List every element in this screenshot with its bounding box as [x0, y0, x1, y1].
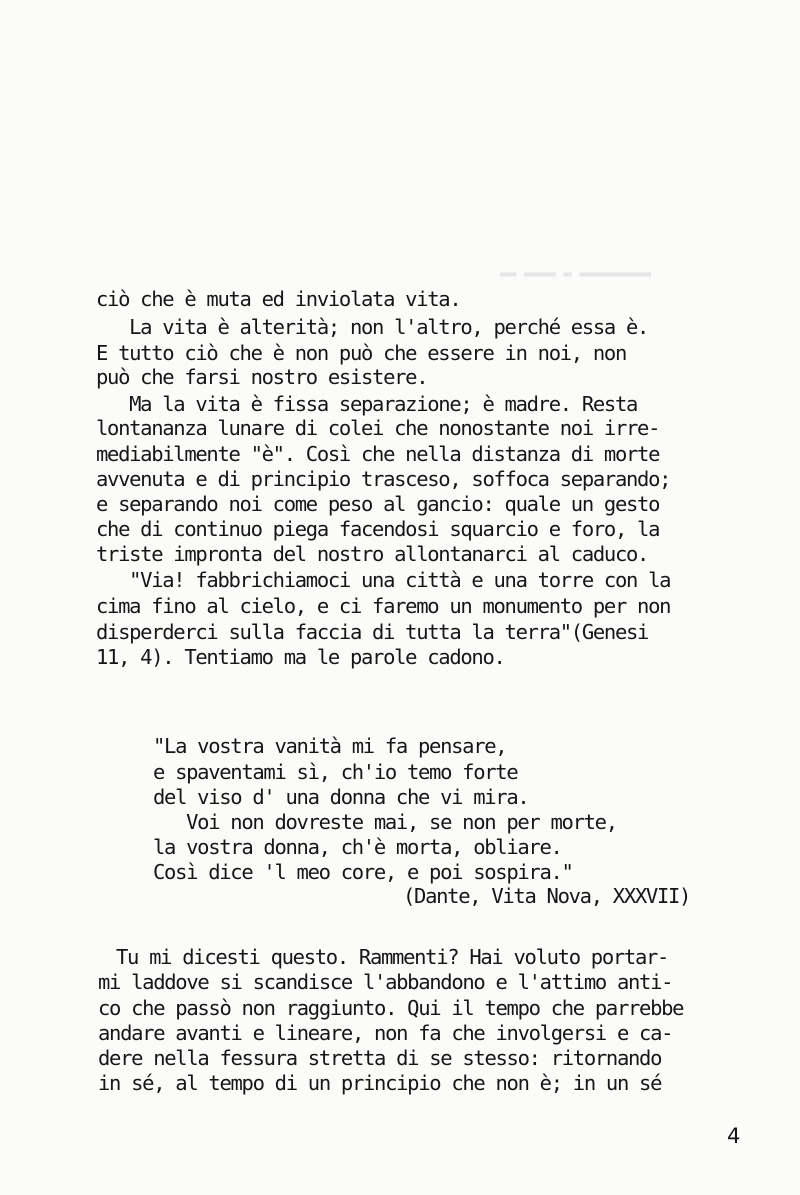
text-line: andare avanti e lineare, non fa che involgersi e ca-	[98, 1021, 673, 1045]
text-line: La vita è alterità; non l'altro, perché essa è.	[96, 315, 649, 339]
text-line: Ma la vita è fissa separazione; è madre. Resta	[96, 392, 638, 416]
text-line: ciò che è muta ed inviolata vita.	[96, 287, 461, 311]
poem-line: "La vostra vanità mi fa pensare,	[153, 734, 507, 758]
text-line: co che passò non raggiunto. Qui il tempo che parrebbe	[98, 996, 684, 1020]
poem-line: Voi non dovreste mai, se non per morte,	[153, 810, 617, 834]
text-line: può che farsi nostro esistere.	[96, 365, 428, 389]
page-number: 4	[727, 1124, 741, 1148]
poem-line: Così dice 'l meo core, e poi sospira."	[153, 860, 573, 884]
poem-line: e spaventami sì, ch'io temo forte	[153, 760, 518, 784]
text-line: mediabilmente "è". Così che nella distanza di morte	[96, 442, 660, 466]
text-line: "Via! fabbrichiamoci una città e una torre con la	[96, 568, 671, 592]
text-line: e separando noi come peso al gancio: quale un gesto	[96, 492, 660, 516]
text-line: triste impronta del nostro allontanarci al caduco.	[96, 542, 649, 566]
text-line: E tutto ciò che è non può che essere in noi, non	[96, 341, 627, 365]
text-line: Tu mi dicesti questo. Rammenti? Hai voluto portar-	[116, 945, 669, 969]
text-line: dere nella fessura stretta di se stesso: ritornando	[98, 1046, 662, 1070]
text-line: che di continuo piega facendosi squarcio e foro, la	[96, 517, 660, 541]
bleed-through-shadow: ▬▬ ▬▬▬▬ ▬ ▬▬▬▬▬▬▬▬▬	[500, 266, 651, 282]
poem-citation: (Dante, Vita Nova, XXXVII)	[403, 884, 691, 908]
text-line: avvenuta e di principio trasceso, soffoca separando;	[96, 467, 671, 491]
text-line: 11, 4). Tentiamo ma le parole cadono.	[96, 645, 505, 669]
text-line: lontananza lunare di colei che nonostante noi irre-	[96, 416, 660, 440]
poem-line: del viso d' una donna che vi mira.	[153, 785, 529, 809]
text-line: disperderci sulla faccia di tutta la terra"(Genesi	[96, 620, 649, 644]
text-line: mi laddove si scandisce l'abbandono e l'attimo anti-	[98, 970, 673, 994]
text-line: cima fino al cielo, e ci faremo un monumento per non	[96, 594, 671, 618]
poem-line: la vostra donna, ch'è morta, obliare.	[153, 835, 562, 859]
text-line: in sé, al tempo di un principio che non è; in un sé	[98, 1071, 662, 1095]
